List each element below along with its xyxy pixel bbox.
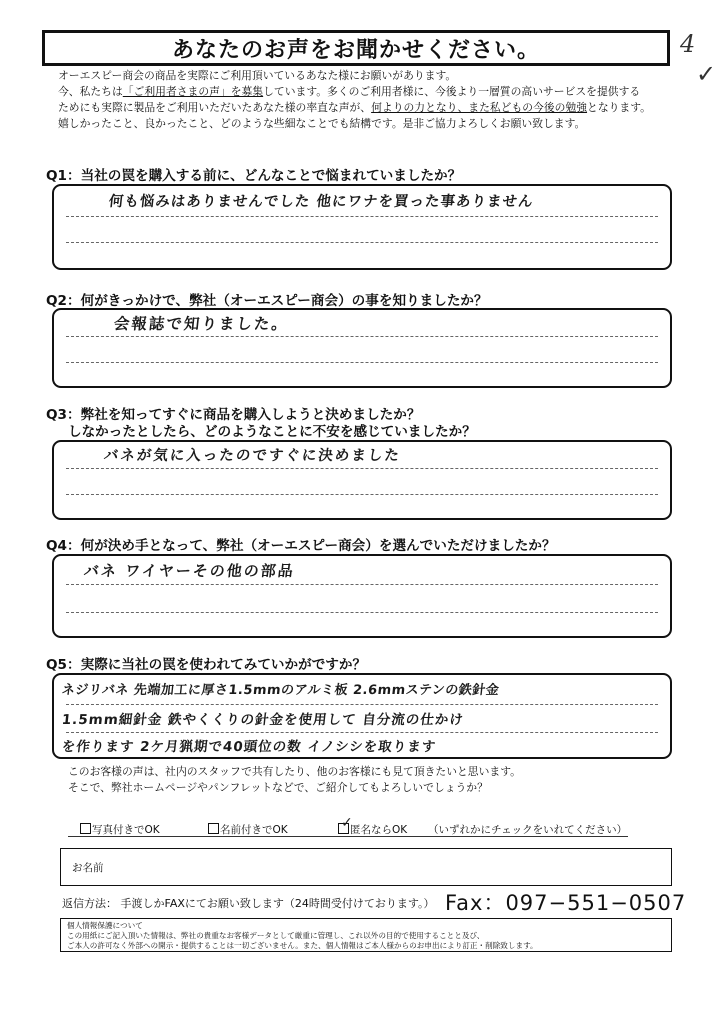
- intro-line: 嬉しかったこと、良かったこと、どのような些細なことでも結構です。是非ご協力よろしくお願い致します。: [58, 117, 586, 130]
- question-2-label: Q2：何がきっかけで、弊社（オーエスピー商会）の事を知りましたか？: [46, 293, 488, 309]
- intro-segment: 今、私たちは: [58, 85, 123, 98]
- answer-box-3[interactable]: [52, 440, 672, 520]
- intro-segment: しています。多くのご利用者様に、今後より一層質の高いサービスを提供する: [263, 85, 641, 98]
- answer-box-4[interactable]: [52, 554, 672, 638]
- question-4-label: Q4：何が決め手となって、弊社（オーエスピー商会）を選んでいただけましたか？: [46, 538, 556, 554]
- consent-line: そこで、弊社ホームページやパンフレットなどで、ご紹介してもよろしいでしょうか？: [68, 781, 488, 794]
- privacy-title: 個人情報保護について: [67, 921, 143, 930]
- check-mark-icon: ✓: [341, 815, 353, 831]
- option-anonymous-label: 匿名ならOK: [350, 824, 408, 836]
- option-anonymous[interactable]: [338, 815, 408, 837]
- consent-line: このお客様の声は、社内のスタッフで共有したり、他のお客様にも見て頂きたいと思います。: [68, 765, 521, 778]
- option-note: （いずれかにチェックをいれてください）: [428, 824, 628, 836]
- privacy-line: この用紙にご記入頂いた情報は、弊社の貴重なお客様データとして厳重に管理し、これ以外の目的で使用することと及び、: [67, 931, 485, 940]
- checkbox-anonymous[interactable]: [338, 815, 353, 834]
- handwritten-page-number: 4: [680, 30, 696, 58]
- intro-segment: ためにも実際に製品をご利用いただいたあなた様の率直な声が、: [58, 101, 372, 114]
- intro-text: [58, 68, 678, 132]
- checkbox-photo[interactable]: [80, 823, 91, 834]
- answer-5-line: を作ります 2ケ月猟期で40頭位の数 イノシシを取ります: [60, 739, 438, 755]
- option-photo[interactable]: [80, 822, 160, 837]
- answer-5-line: 1.5mm細針金 鉄やくくりの針金を使用して 自分流の仕かけ: [60, 712, 465, 728]
- intro-line: オーエスピー商会の商品を実際にご利用頂いているあなた様にお願いがあります。: [58, 69, 457, 82]
- answer-box-2[interactable]: [52, 308, 672, 388]
- question-3-label-2: しなかったとしたら、どのようなことに不安を感じていましたか？: [68, 424, 476, 440]
- answer-4-line: バネ ワイヤーその他の部品: [83, 562, 296, 580]
- answer-1-line: 何も悩みはありませんでした 他にワナを買った事ありません: [108, 194, 535, 210]
- option-name[interactable]: [208, 822, 288, 837]
- question-1-label: Q1：当社の罠を購入する前に、どんなことで悩まれていましたか？: [46, 168, 462, 184]
- intro-segment: となります。: [587, 101, 651, 114]
- answer-box-1[interactable]: [52, 184, 672, 270]
- consent-text: [68, 764, 521, 796]
- answer-3-line: バネが気に入ったのですぐに決めました: [103, 448, 402, 464]
- privacy-line: ご本人の許可なく外部への開示・提供することは一切ございません。また、個人情報はご本人様からのお申出により訂正・削除致します。: [67, 941, 538, 950]
- answer-box-5[interactable]: [52, 673, 672, 759]
- page-title: [42, 30, 670, 66]
- handwritten-check-icon: ✓: [696, 60, 717, 88]
- name-field[interactable]: [60, 848, 672, 886]
- intro-line: [58, 100, 678, 116]
- intro-line: [58, 84, 678, 100]
- intro-underlined-segment: 「ご利用者さまの声」を募集: [122, 85, 264, 98]
- answer-5-line: ネジリバネ 先端加工に厚さ1.5mmのアルミ板 2.6mmステンの鉄針金: [61, 683, 501, 698]
- title-text: あなたのお声をお聞かせください。: [171, 37, 540, 63]
- checkbox-name[interactable]: [208, 823, 219, 834]
- reply-method: 返信方法： 手渡しかFAXにてお願い致します（24時間受付けております。）: [62, 897, 435, 910]
- privacy-notice: [60, 918, 672, 952]
- question-5-label: Q5：実際に当社の罠を使われてみていかがですか？: [46, 657, 367, 673]
- question-3-label: Q3：弊社を知ってすぐに商品を購入しようと決めましたか？: [46, 407, 421, 423]
- option-name-label: 名前付きでOK: [220, 824, 288, 836]
- option-photo-label: 写真付きでOK: [92, 824, 160, 836]
- fax-number: Fax：097−551−0507: [445, 891, 687, 915]
- answer-2-line: 会報誌で知りました。: [112, 315, 290, 333]
- name-label: お名前: [72, 862, 104, 874]
- consent-underline: [68, 836, 628, 837]
- intro-underlined-segment: 何よりの力となり、また私どもの今後の勉強: [371, 101, 588, 114]
